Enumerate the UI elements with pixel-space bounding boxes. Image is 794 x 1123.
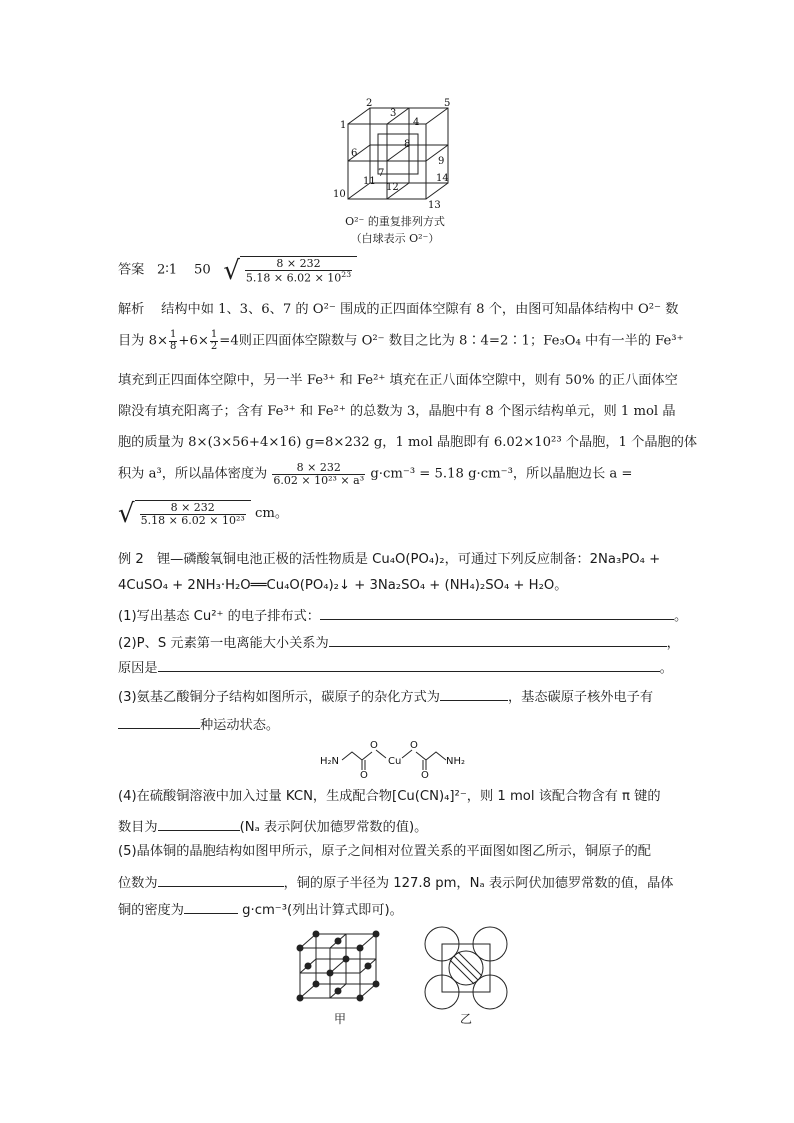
q2b-text: 原因是 [118,661,158,676]
q2b-answer-blank[interactable] [158,658,660,672]
corner-label: 5 [444,98,451,109]
example-line-1: 例 2 锂—磷酸氧铜电池正极的活性物质是 Cu₄O(PO₄)₂，可通过下列反应制备：2Na₃PO₄ + [118,552,661,567]
question-2 [118,633,680,650]
q4-answer-blank[interactable] [158,817,240,831]
question-5: (5)晶体铜的晶胞结构如图甲所示，原子之间相对位置关系的平面图如图乙所示，铜原子的配 [118,844,651,859]
glycinate-copper-structure [310,736,480,778]
question-5c [118,900,403,917]
fraction-1-8 [169,330,177,352]
copper-plane-figure [424,926,508,1010]
corner-label: 14 [436,173,449,184]
corner-label: 13 [428,200,441,211]
analysis-unit: cm。 [255,506,289,522]
question-5b [118,873,673,890]
analysis-text-2b: +6× [178,333,209,349]
q5b-suffix: ，铜的原子半径为 127.8 pm，Nₐ 表示阿伏加德罗常数的值，晶体 [283,876,674,891]
analysis-line-1 [118,303,678,316]
q5-coordination-blank[interactable] [158,873,284,887]
amine-group-right: NH₂ [446,756,466,767]
figure-caption-1: O²⁻ 的重复排列方式 [345,215,445,228]
corner-label: 7 [378,168,385,179]
frac-num: 8 × 232 [296,461,341,474]
question-4b [118,817,427,834]
corner-label: 6 [351,148,358,159]
q3-mid: ，基态碳原子核外电子有 [508,690,654,705]
q5c-suffix: g·cm⁻³(列出计算式即可)。 [242,903,403,918]
oxide-arrangement-figure [330,98,465,213]
q2-text: (2)P、S 元素第一电离能大小关系为 [118,636,329,651]
frac-num: 8 × 232 [170,501,215,514]
q3-answer-blank[interactable] [440,687,508,701]
example-line-2: 4CuSO₄ + 2NH₃·H₂O══Cu₄O(PO₄)₂↓ + 3Na₂SO₄ + (NH₄)₂SO₄ + H₂O。 [118,578,568,593]
oxygen-label: O [421,770,429,778]
analysis-line-6 [118,462,632,486]
figure-caption-2: （白球表示 O²⁻） [350,232,440,245]
corner-label: 1 [340,120,347,131]
q2b-end: 。 [659,661,673,676]
corner-label: 12 [386,182,399,193]
oxygen-label: O [370,740,378,751]
frac-num: 1 [170,329,177,340]
analysis-line-4: 隙没有填充阳离子；含有 Fe³⁺ 和 Fe²⁺ 的总数为 3，晶胞中有 8 个图示结构单元，则 1 mol 晶 [118,404,676,419]
corner-label: 3 [390,108,397,119]
answer-percent: 50 [193,262,211,278]
figure-label-yi: 乙 [459,1012,472,1026]
q3b-text: 种运动状态。 [200,718,280,733]
analysis-line-5: 胞的质量为 8×(3×56+4×16) g=8×232 g，1 mol 晶胞即有 6.02×10²³ 个晶胞，1 个晶胞的体 [118,435,698,450]
corner-label: 2 [366,98,373,109]
q1-text: (1)写出基态 Cu²⁺ 的电子排布式： [118,609,320,624]
question-3b [118,715,279,732]
q5-density-blank[interactable] [184,900,238,914]
answer-exponent: 23 [341,269,352,279]
answer-line [118,256,357,284]
q1-end: 。 [673,609,688,624]
question-1 [118,606,687,623]
frac-den: 8 [170,340,177,352]
corner-label: 9 [438,156,445,167]
q3b-answer-blank[interactable] [118,715,200,729]
oxygen-label: O [360,770,368,778]
answer-radical: √ $\frac{8 \times 232}{5.18 \times 6.02 \times 10^{23}}$ [223,256,357,284]
frac-num: 1 [210,329,218,340]
answer-ratio: 2∶1 [156,262,178,278]
figure-label-jia: 甲 [333,1012,346,1026]
corner-label: 11 [363,176,376,187]
edge-radical: √ $\frac{8 \times 232}{\text{5.18 × 6.02 × 10²³}}$ [118,500,251,527]
corner-label: 8 [404,139,411,150]
q4b-suffix: (Nₐ 表示阿伏加德罗常数的值)。 [239,820,428,835]
frac-den: 5.18 × 6.02 × 10²³ [140,513,245,527]
density-fraction [272,462,365,486]
corner-label: 4 [413,117,420,128]
q5c-text: 铜的密度为 [118,903,184,918]
oxygen-label: O [410,740,418,751]
q5b-text: 位数为 [118,876,158,891]
answer-denominator: 5.18 × 6.02 × 10 [245,271,342,285]
copper-center: Cu [388,756,402,767]
answer-label: 答案 [118,262,145,278]
q2-answer-blank[interactable] [329,633,667,647]
analysis-text-6b: g·cm⁻³ = 5.18 g·cm⁻³，所以晶胞边长 a = [370,466,633,482]
corner-label: 10 [333,189,346,200]
question-4: (4)在硫酸铜溶液中加入过量 KCN，生成配合物[Cu(CN)₄]²⁻，则 1 mol 该配合物含有 π 键的 [118,789,661,804]
analysis-line-3: 填充到正四面体空隙中，另一半 Fe³⁺ 和 Fe²⁺ 填充在正八面体空隙中，则有 50% 的正八面体空 [118,373,678,388]
q1-answer-blank[interactable] [320,606,674,620]
q3-text: (3)氨基乙酸铜分子结构如图所示，碳原子的杂化方式为 [118,690,440,705]
question-3 [118,687,653,704]
frac-den: 2 [210,340,218,352]
analysis-text-2c: =4则正四面体空隙数与 O²⁻ 数目之比为 8∶4=2∶1；Fe₃O₄ 中有一半的 Fe³⁺ [219,333,684,349]
question-2b [118,658,673,675]
copper-unit-cell-figure [292,928,388,1004]
q2-end: ， [666,636,680,651]
frac-den: 6.02 × 10²³ × a³ [273,473,365,487]
analysis-line-7 [118,499,289,530]
amine-group-left: H₂N [320,756,340,767]
analysis-text-1: 结构中如 1、3、6、7 的 O²⁻ 围成的正四面体空隙有 8 个，由图可知晶体结构中 O²⁻ 数 [161,302,679,317]
fraction-1-2 [210,330,218,352]
q4b-text: 数目为 [118,820,158,835]
analysis-text-2a: 目为 8× [118,333,169,349]
analysis-line-2 [118,330,684,352]
answer-numerator: 8 × 232 [276,257,321,270]
analysis-label: 解析 [118,302,145,317]
analysis-text-6a: 积为 a³，所以晶体密度为 [118,466,268,482]
